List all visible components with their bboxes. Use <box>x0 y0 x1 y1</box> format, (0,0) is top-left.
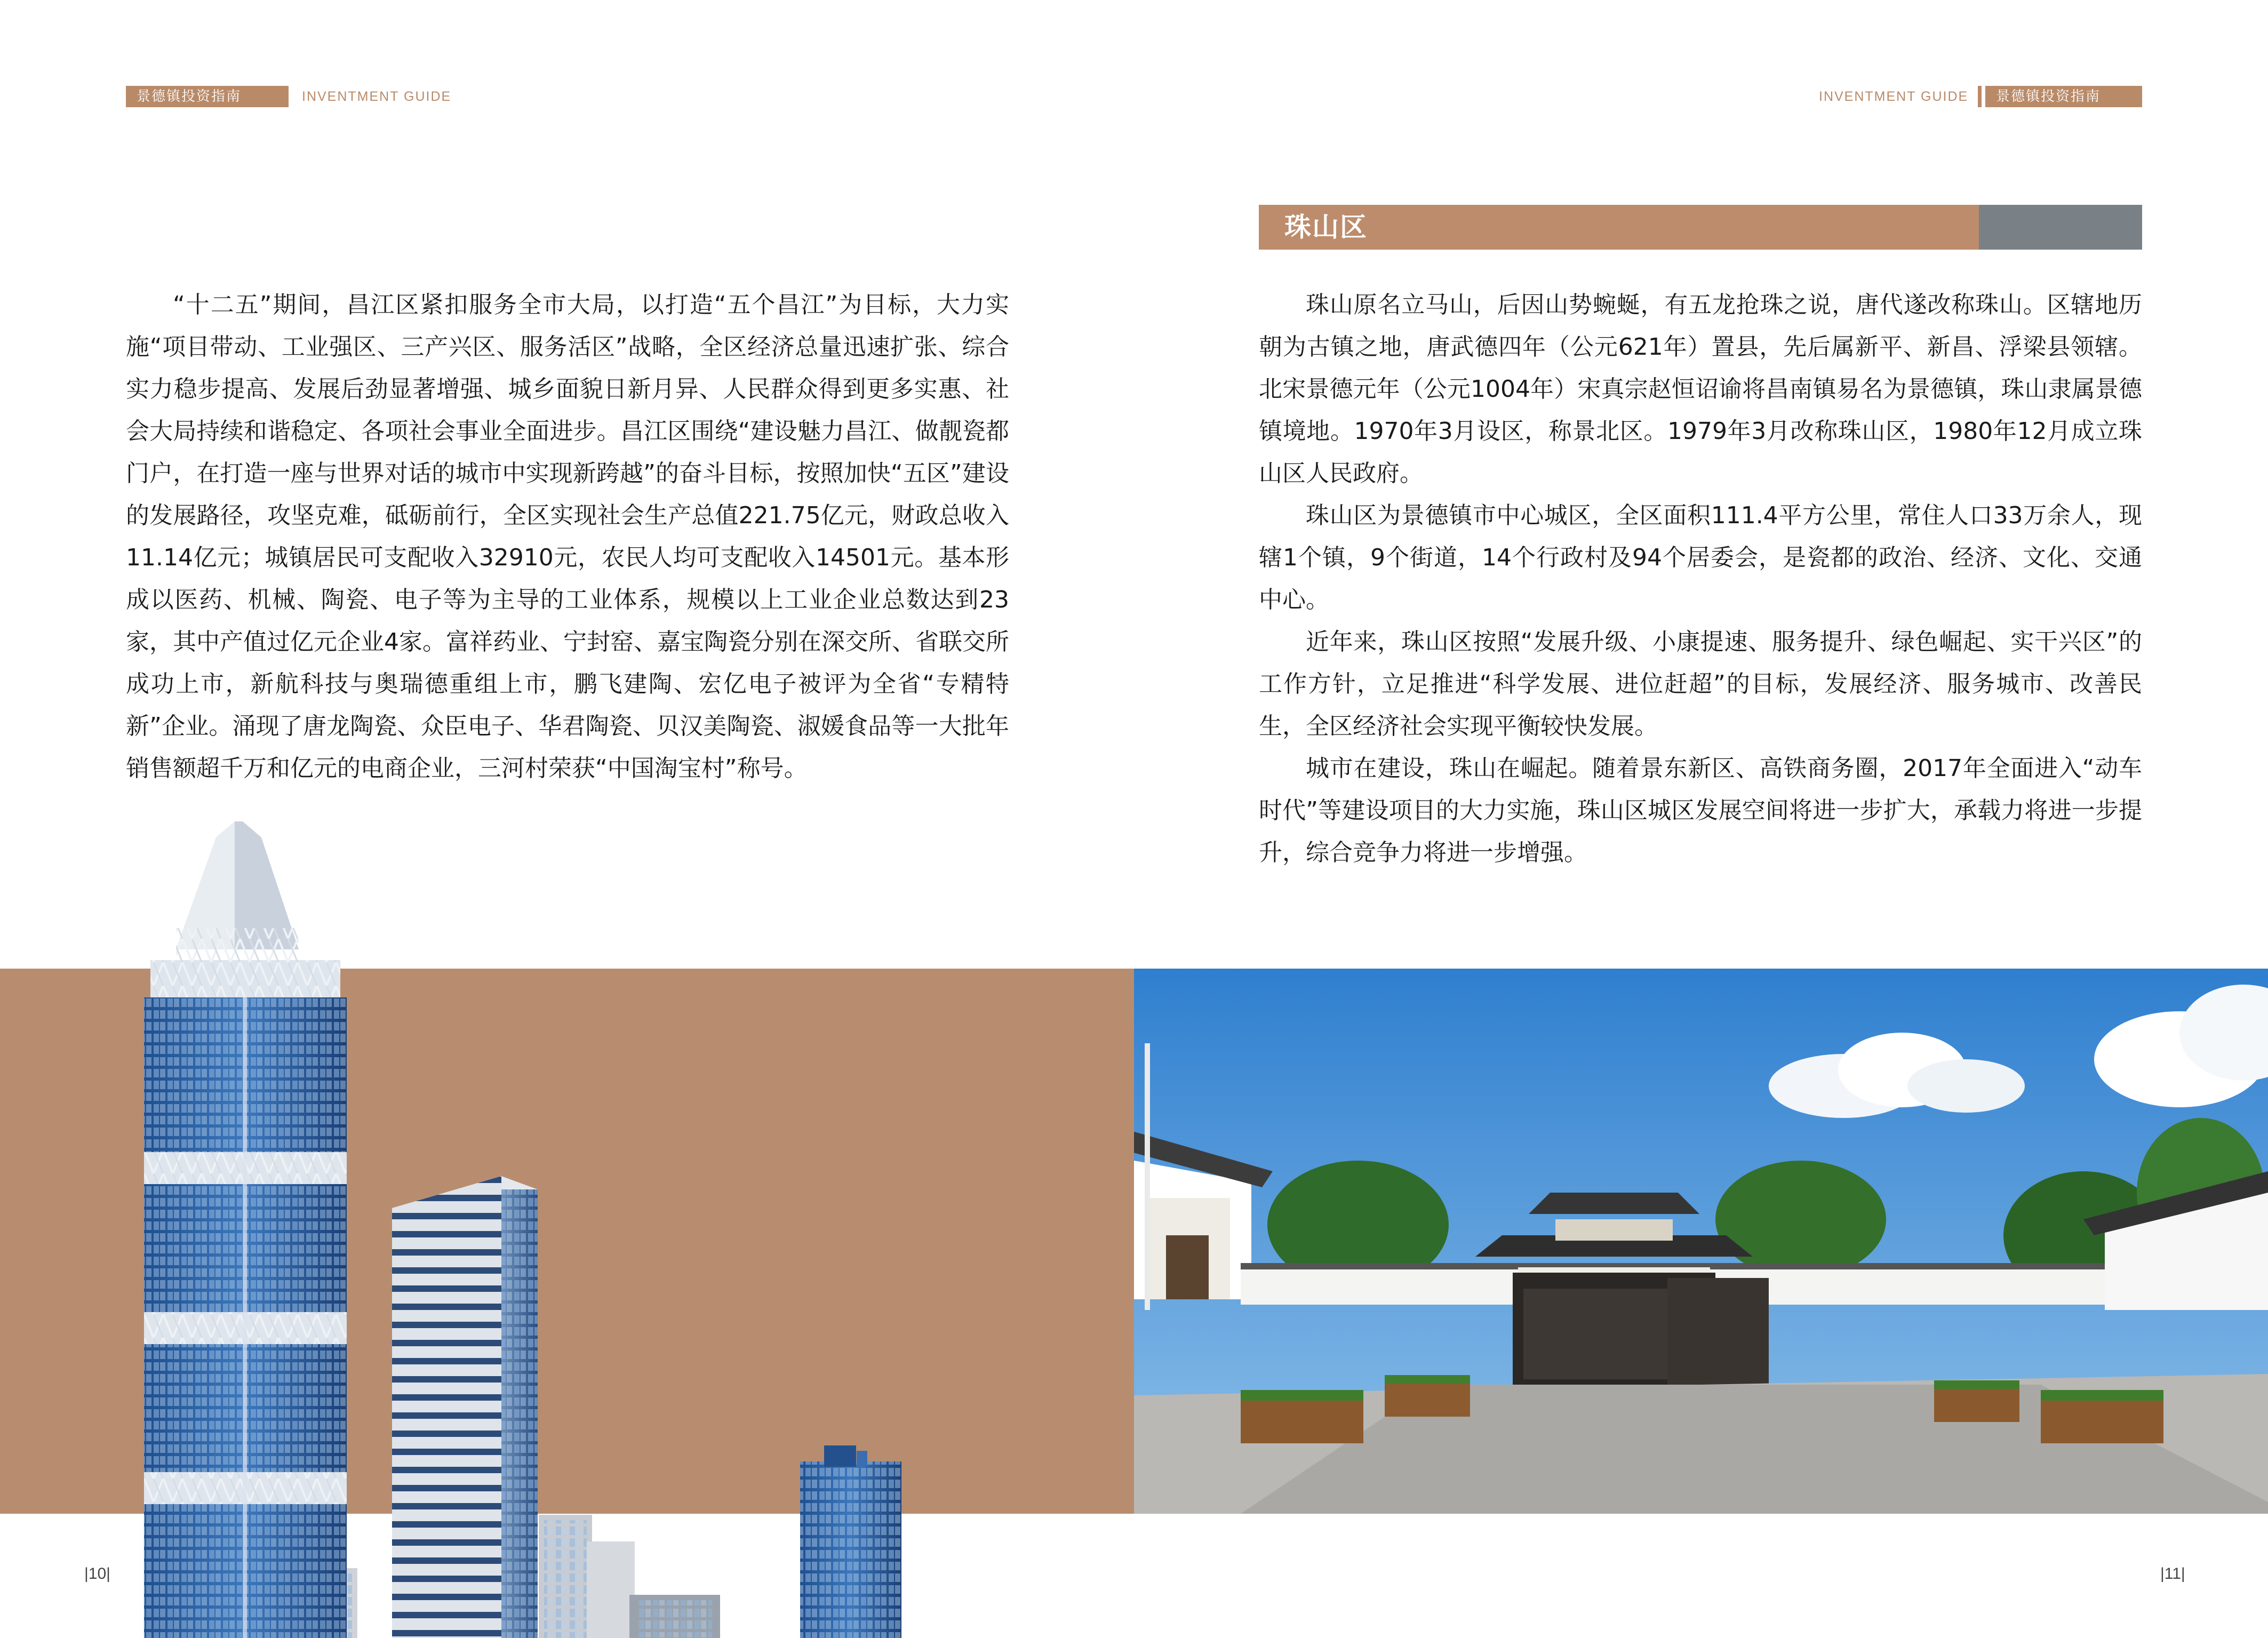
right-paragraph-4: 城市在建设，珠山在崛起。随着景东新区、高铁商务圈，2017年全面进入“动车时代”等建设项目的大力实施，珠山区城区发展空间将进一步扩大，承载力将进一步提升，综合竞争力将进一步增强。 <box>1259 755 2142 866</box>
skyscrapers-illustration <box>0 821 1134 1638</box>
header-divider-right <box>1978 86 1982 107</box>
right-paragraph-3: 近年来，珠山区按照“发展升级、小康提速、服务提升、绿色崛起、实干兴区”的工作方针，立足推进“科学发展、进位赶超”的目标，发展经济、服务城市、改善民生，全区经济社会实现平衡较快发展。 <box>1259 628 2142 740</box>
section-title: 珠山区 <box>1284 212 1368 243</box>
running-header-right-label: 景德镇投资指南 <box>1985 86 2142 107</box>
header-divider-left <box>285 86 289 107</box>
running-header-left-guide: INVENTMENT GUIDE <box>302 89 452 104</box>
zhushan-square-photo <box>1134 969 2268 1514</box>
left-paragraph-1: “十二五”期间，昌江区紧扣服务全市大局，以打造“五个昌江”为目标，大力实施“项目带动、工业强区、三产兴区、服务活区”战略，全区经济总量迅速扩张、综合实力稳步提高、发展后劲显著增强、城乡面貌日新月异、人民群众得到更多实惠、社会大局持续和谐稳定、各项社会事业全面进步。昌江区围绕“建设魅力昌江、做靓瓷都门户，在打造一座与世界对话的城市中实现新跨越”的奋斗目标，按照加快“五区”建设的发展路径，攻坚克难，砥砺前行，全区实现社会生产总值221.75亿元，财政总收入11.14亿元；城镇居民可支配收入32910元，农民人均可支配收入14501元。基本形成以医药、机械、陶瓷、电子等为主导的工业体系，规模以上工业企业总数达到23家，其中产值过亿元企业4家。富祥药业、宁封窑、嘉宝陶瓷分别在深交所、省联交所成功上市，新航科技与奥瑞德重组上市，鹏飞建陶、宏亿电子被评为全省“专精特新”企业。涌现了唐龙陶瓷、众臣电子、华君陶瓷、贝汉美陶瓷、淑媛食品等一大批年销售额超千万和亿元的电商企业，三河村荣获“中国淘宝村”称号。 <box>126 291 1009 782</box>
right-body-text <box>1259 284 2142 874</box>
right-paragraph-2: 珠山区为景德镇市中心城区，全区面积111.4平方公里，常住人口33万余人，现辖1个镇，9个街道，14个行政村及94个居委会，是瓷都的政治、经济、文化、交通中心。 <box>1259 502 2142 613</box>
running-header-left-label: 景德镇投资指南 <box>126 86 286 107</box>
running-header-right-guide: INVENTMENT GUIDE <box>1819 89 1969 104</box>
right-paragraph-1: 珠山原名立马山，后因山势蜿蜒，有五龙抢珠之说，唐代遂改称珠山。区辖地历朝为古镇之地，唐武德四年（公元621年）置县，先后属新平、新昌、浮梁县领辖。北宋景德元年（公元1004年）宋真宗赵恒诏谕将昌南镇易名为景德镇，珠山隶属景德镇境地。1970年3月设区，称景北区。1979年3月改称珠山区，1980年12月成立珠山区人民政府。 <box>1259 291 2142 487</box>
section-header-grey-block <box>1979 205 2142 250</box>
left-body-text <box>126 284 1009 789</box>
page-number-right: |11| <box>2160 1565 2185 1583</box>
section-header <box>1259 205 2142 250</box>
page-number-left: |10| <box>84 1565 110 1583</box>
